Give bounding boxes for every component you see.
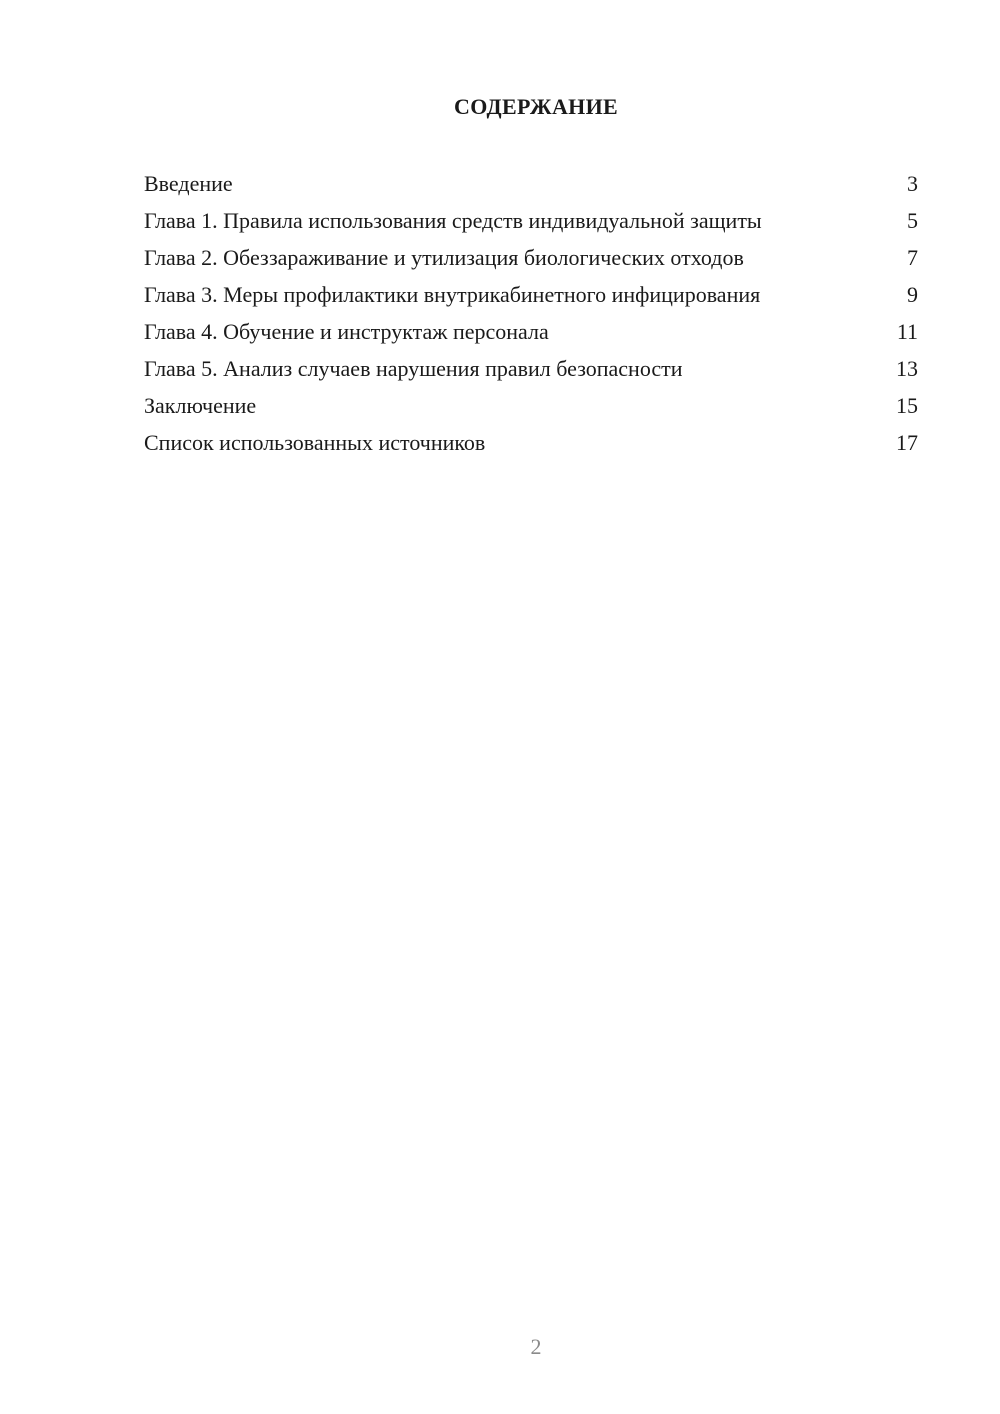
toc-entry-page: 3 [907, 171, 918, 196]
page-title: СОДЕРЖАНИЕ [454, 94, 618, 119]
toc-entry-page: 5 [907, 208, 918, 233]
toc-entry-chapter-5 [144, 355, 918, 382]
toc-entry-references [144, 429, 918, 456]
toc-entry-page: 15 [896, 393, 918, 418]
toc-entry-title: Глава 2. Обеззараживание и утилизация биологических отходов [144, 245, 744, 270]
toc-entry-chapter-1 [144, 207, 918, 234]
toc-entry-introduction [144, 170, 918, 197]
toc-entry-title: Глава 4. Обучение и инструктаж персонала [144, 319, 549, 344]
toc-entry-title: Глава 5. Анализ случаев нарушения правил безопасности [144, 356, 683, 381]
toc-entry-page: 9 [907, 282, 918, 307]
table-of-contents [144, 170, 918, 466]
toc-entry-chapter-2 [144, 244, 918, 271]
toc-entry-title: Глава 3. Меры профилактики внутрикабинетного инфицирования [144, 282, 761, 307]
toc-entry-title: Заключение [144, 393, 257, 418]
toc-entry-conclusion [144, 392, 918, 419]
toc-entry-page: 11 [896, 319, 918, 344]
page-number: 2 [530, 1334, 542, 1359]
toc-entry-title: Список использованных источников [144, 430, 486, 455]
toc-entry-title: Глава 1. Правила использования средств индивидуальной защиты [144, 208, 762, 233]
toc-entry-title: Введение [144, 171, 233, 196]
toc-entry-chapter-3 [144, 281, 918, 308]
toc-entry-page: 7 [907, 245, 918, 270]
toc-entry-page: 17 [896, 430, 918, 455]
toc-entry-page: 13 [896, 356, 918, 381]
toc-entry-chapter-4 [144, 318, 918, 345]
